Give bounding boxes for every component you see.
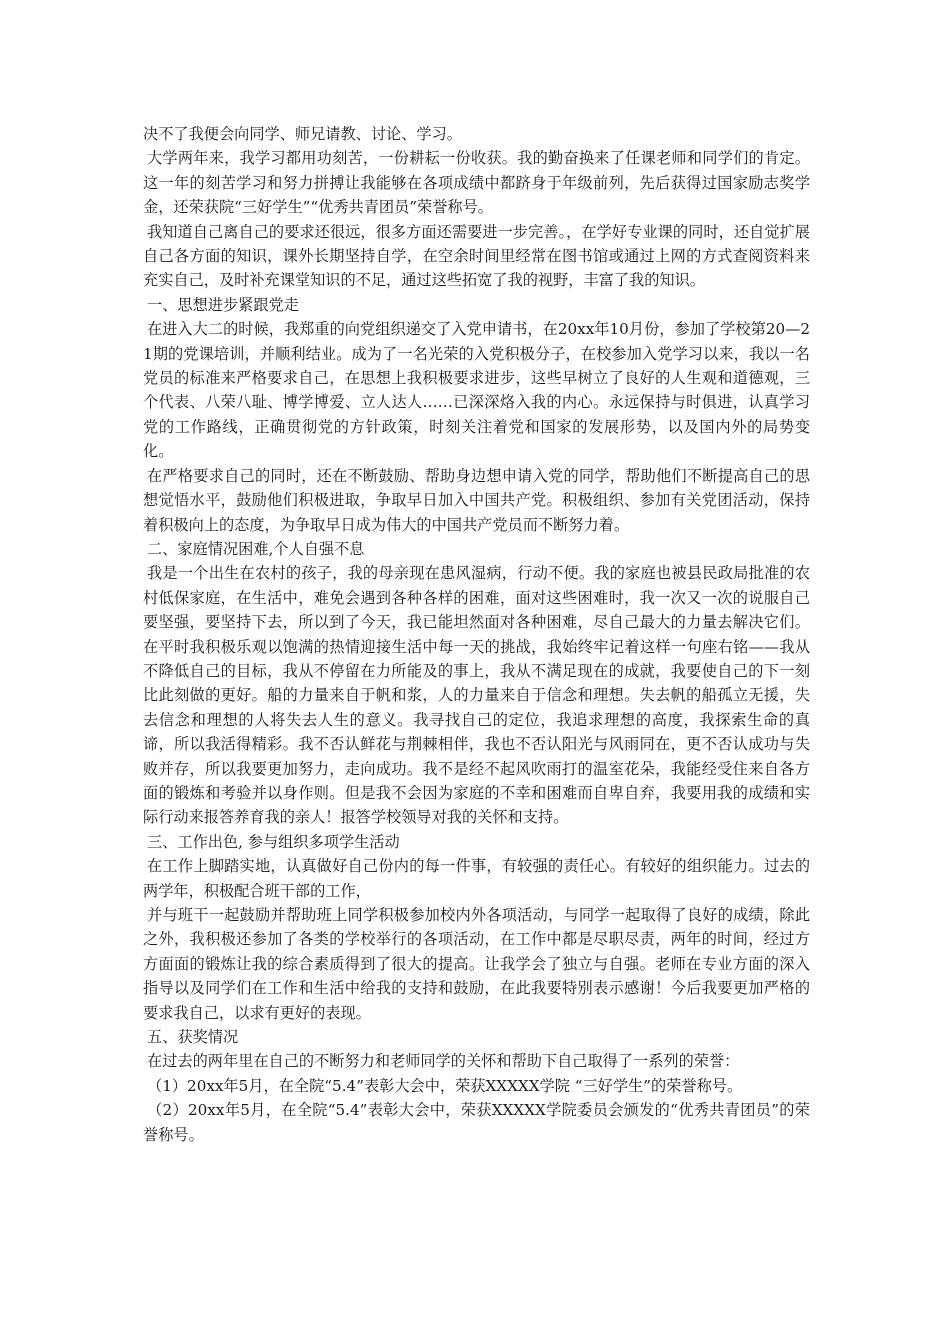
section-heading-1: 一、思想进步紧跟党走 bbox=[147, 295, 299, 314]
paragraph-work-attitude: 在工作上脚踏实地，认真做好自己份内的每一件事，有较强的责任心。有较好的组织能力。过去的两学年，积极配合班干部的工作， bbox=[143, 857, 810, 900]
document-body bbox=[143, 122, 810, 1147]
paragraph-continuation: 决不了我便会向同学、师兄请教、讨论、学习。 bbox=[143, 125, 462, 143]
paragraph-party-encouragement: 在严格要求自己的同时，还在不断鼓励、帮助身边想申请入党的同学，帮助他们不断提高自己的思想觉悟水平，鼓励他们积极进取，争取早日加入中国共产党。积极组织、参加有关党团活动，保持着积极向上的态度，为争取早日成为伟大的中国共产党员而不断努力着。 bbox=[143, 466, 810, 534]
paragraph-awards-intro: 在过去的两年里在自己的不断努力和老师同学的关怀和帮助下自己取得了一系列的荣誉： bbox=[147, 1052, 740, 1071]
paragraph-self-improvement: 我知道自己离自己的要求还很远，很多方面还需要进一步完善。，在学好专业课的同时，还自觉扩展自己各方面的知识，课外长期坚持自学，在空余时间里经常在图书馆或通过上网的方式查阅资料来充实自己，及时补充课堂知识的不足，通过这些拓宽了我的视野，丰富了我的知识。 bbox=[143, 222, 810, 290]
paragraph-party-application: 在进入大二的时候，我郑重的向党组织递交了入党申请书，在20xx年10月份，参加了学校第20—21期的党课培训，并顺利结业。成为了一名光荣的入党积极分子，在校参加入党学习以来，我以一名党员的标准来严格要求自己，在思想上我积极要求进步，这些早树立了良好的人生观和道德观，三个代表、八荣八耻、博学博爱、立人达人……已深深烙入我的内心。永远保持与时俱进，认真学习党的工作路线，正确贯彻党的方针政策，时刻关注着党和国家的发展形势，以及国内外的局势变化。 bbox=[143, 320, 810, 461]
section-heading-2: 二、家庭情况困难,个人自强不息 bbox=[147, 539, 365, 558]
section-heading-5: 五、获奖情况 bbox=[147, 1028, 239, 1047]
paragraph-family-situation: 我是一个出生在农村的孩子，我的母亲现在患风湿病，行动不便。我的家庭也被县民政局批准的农村低保家庭，在生活中，难免会遇到各种各样的困难，面对这些困难时，我一次又一次的说服自己要坚强，要坚持下去，所以到了今天，我已能坦然面对各种困难，尽自己最大的力量去解决它们。在平时我积极乐观以饱满的热情迎接生活中每一天的挑战，我始终牢记着这样一句座右铭——我从不降低自己的目标，我从不停留在力所能及的事上，我从不满足现在的成就，我要使自己的下一刻比此刻做的更好。船的力量来自于帆和浆，人的力量来自于信念和理想。失去帆的船孤立无援，失去信念和理想的人将失去人生的意义。我寻找自己的定位，我追求理想的高度，我探索生命的真谛，所以我活得精彩。我不否认鲜花与荆棘相伴，我也不否认阳光与风雨同在，更不否认成功与失败并存，所以我要更加努力，走向成功。我不是经不起风吹雨打的温室花朵，我能经受住来自各方面的锻炼和考验并以身作则。但是我不会因为家庭的不幸和困难而自卑自弃，我要用我的成绩和实际行动来报答养育我的亲人！报答学校领导对我的关怀和支持。 bbox=[143, 564, 810, 827]
section-heading-3: 三、工作出色, 参与组织多项学生活动 bbox=[147, 832, 400, 851]
paragraph-activities: 并与班干一起鼓励并帮助班上同学积极参加校内外各项活动，与同学一起取得了良好的成绩，除此之外，我积极还参加了各类的学校举行的各项活动，在工作中都是尽职尽责，两年的时间，经过方方面面的锻炼让我的综合素质得到了很大的提高。让我学会了独立与自强。老师在专业方面的深入指导以及同学们在工作和生活中给我的支持和鼓励，在此我要特别表示感谢！今后我要更加严格的要求我自己，以求有更好的表现。 bbox=[143, 906, 810, 1022]
award-item-1: （1）20xx年5月，在全院“5.4”表彰大会中，荣获XXXXX学院 “三好学生”的荣誉称号。 bbox=[147, 1076, 743, 1095]
award-item-2: （2）20xx年5月，在全院“5.4”表彰大会中，荣获XXXXX学院委员会颁发的“优秀共青团员”的荣誉称号。 bbox=[143, 1101, 810, 1144]
paragraph-study-achievements: 大学两年来，我学习都用功刻苦，一份耕耘一份收获。我的勤奋换来了任课老师和同学们的肯定。这一年的刻苦学习和努力拼搏让我能够在各项成绩中都跻身于年级前列，先后获得过国家励志奖学金，还荣获院“三好学生”“优秀共青团员”荣誉称号。 bbox=[143, 149, 810, 217]
